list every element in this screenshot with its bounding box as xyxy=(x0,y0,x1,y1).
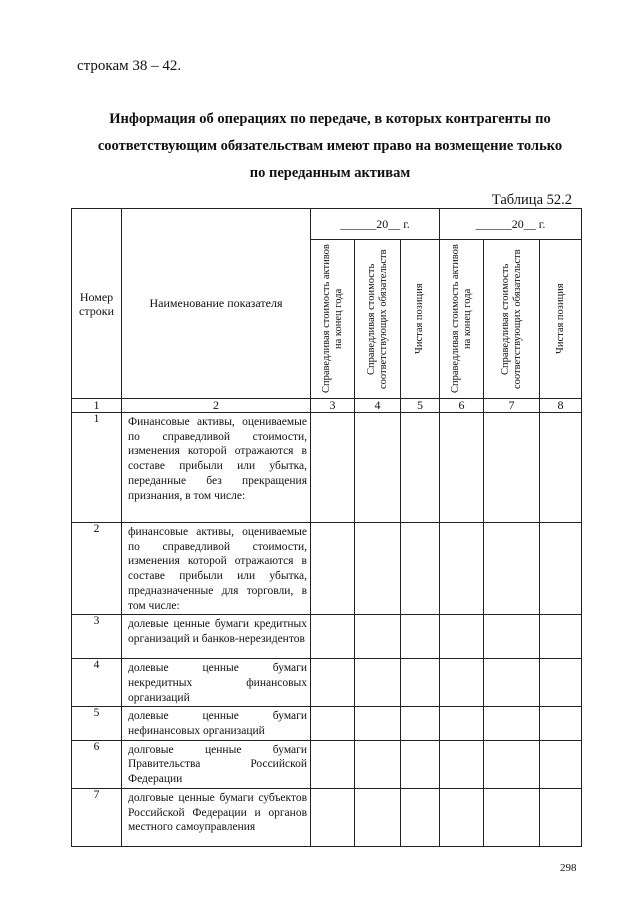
header-net-position-1 xyxy=(401,240,440,399)
value-cell[interactable] xyxy=(484,788,540,846)
value-cell[interactable] xyxy=(355,659,401,707)
column-index-row xyxy=(72,399,582,413)
row-number: 5 xyxy=(72,707,122,740)
value-cell[interactable] xyxy=(355,740,401,788)
column-index: 6 xyxy=(440,399,484,413)
value-cell[interactable] xyxy=(440,615,484,659)
value-cell[interactable] xyxy=(484,615,540,659)
header-net-position-2 xyxy=(540,240,582,399)
table-row xyxy=(72,740,582,788)
column-index: 8 xyxy=(540,399,582,413)
row-number: 2 xyxy=(72,523,122,615)
header-fair-value-assets-1 xyxy=(311,240,355,399)
row-indicator: долевые ценные бумаги некредитных финансовых организаций xyxy=(122,659,311,707)
table-row xyxy=(72,659,582,707)
table-row xyxy=(72,788,582,846)
row-indicator: финансовые активы, оцениваемые по справедливой стоимости, изменения которой отражаются в составе прибыли или убытка, предназначенные для торговли, в том числе: xyxy=(122,523,311,615)
column-index: 7 xyxy=(484,399,540,413)
column-index: 4 xyxy=(355,399,401,413)
value-cell[interactable] xyxy=(355,615,401,659)
value-cell[interactable] xyxy=(355,523,401,615)
value-cell[interactable] xyxy=(401,740,440,788)
header-row-number: Номер строки xyxy=(72,209,122,399)
value-cell[interactable] xyxy=(484,413,540,523)
header-period-2: ______20__ г. xyxy=(440,209,582,240)
header-fair-value-liabilities-1 xyxy=(355,240,401,399)
value-cell[interactable] xyxy=(311,615,355,659)
value-cell[interactable] xyxy=(355,788,401,846)
value-cell[interactable] xyxy=(540,523,582,615)
header-indicator-name: Наименование показателя xyxy=(122,209,311,399)
value-cell[interactable] xyxy=(540,740,582,788)
intro-text: строкам 38 – 42. xyxy=(77,58,182,74)
value-cell[interactable] xyxy=(440,707,484,740)
value-cell[interactable] xyxy=(440,659,484,707)
row-number: 1 xyxy=(72,413,122,523)
table-row xyxy=(72,707,582,740)
value-cell[interactable] xyxy=(311,659,355,707)
table-row xyxy=(72,523,582,615)
table-caption: Таблица 52.2 xyxy=(491,192,572,208)
value-cell[interactable] xyxy=(540,707,582,740)
value-cell[interactable] xyxy=(484,740,540,788)
value-cell[interactable] xyxy=(440,740,484,788)
value-cell[interactable] xyxy=(540,659,582,707)
row-indicator: долевые ценные бумаги кредитных организаций и банков-нерезидентов xyxy=(122,615,311,659)
row-number: 7 xyxy=(72,788,122,846)
header-fair-value-assets-2 xyxy=(440,240,484,399)
value-cell[interactable] xyxy=(311,788,355,846)
value-cell[interactable] xyxy=(401,615,440,659)
value-cell[interactable] xyxy=(540,615,582,659)
heading-line-2: соответствующим обязательствам имеют право на возмещение только xyxy=(97,138,563,154)
row-indicator: долговые ценные бумаги субъектов Российской Федерации и органов местного самоуправления xyxy=(122,788,311,846)
row-number: 4 xyxy=(72,659,122,707)
row-indicator: Финансовые активы, оцениваемые по справедливой стоимости, изменения которой отражаются в составе прибыли или убытка, переданные без прекращения признания, в том числе: xyxy=(122,413,311,523)
value-cell[interactable] xyxy=(401,523,440,615)
value-cell[interactable] xyxy=(440,413,484,523)
value-cell[interactable] xyxy=(355,413,401,523)
page-number: 298 xyxy=(560,862,577,874)
rotated-label: Чистая позиция xyxy=(554,283,566,355)
value-cell[interactable] xyxy=(311,413,355,523)
section-heading xyxy=(80,106,580,187)
rotated-label: Справедливая стоимость активов на конец года xyxy=(449,244,473,394)
rotated-label: Чистая позиция xyxy=(414,283,426,355)
column-index: 5 xyxy=(401,399,440,413)
value-cell[interactable] xyxy=(401,788,440,846)
row-indicator: долевые ценные бумаги нефинансовых организаций xyxy=(122,707,311,740)
rotated-label: Справедливая стоимость соответствующих обязательств xyxy=(499,249,523,389)
value-cell[interactable] xyxy=(311,740,355,788)
table-row xyxy=(72,615,582,659)
value-cell[interactable] xyxy=(484,523,540,615)
value-cell[interactable] xyxy=(440,523,484,615)
row-number: 3 xyxy=(72,615,122,659)
value-cell[interactable] xyxy=(540,413,582,523)
rotated-label: Справедливая стоимость активов на конец года xyxy=(320,244,344,394)
row-indicator: долговые ценные бумаги Правительства Российской Федерации xyxy=(122,740,311,788)
value-cell[interactable] xyxy=(311,707,355,740)
value-cell[interactable] xyxy=(401,707,440,740)
heading-line-1: Информация об операциях по передаче, в которых контрагенты по xyxy=(109,111,551,127)
transfer-operations-table xyxy=(71,208,582,847)
value-cell[interactable] xyxy=(484,707,540,740)
row-number: 6 xyxy=(72,740,122,788)
header-fair-value-liabilities-2 xyxy=(484,240,540,399)
value-cell[interactable] xyxy=(401,413,440,523)
table-row xyxy=(72,413,582,523)
column-index: 2 xyxy=(122,399,311,413)
value-cell[interactable] xyxy=(401,659,440,707)
column-index: 1 xyxy=(72,399,122,413)
value-cell[interactable] xyxy=(311,523,355,615)
value-cell[interactable] xyxy=(540,788,582,846)
value-cell[interactable] xyxy=(484,659,540,707)
value-cell[interactable] xyxy=(440,788,484,846)
value-cell[interactable] xyxy=(355,707,401,740)
rotated-label: Справедливая стоимость соответствующих обязательств xyxy=(365,249,389,389)
heading-line-3: по переданным активам xyxy=(249,165,411,181)
header-period-1: ______20__ г. xyxy=(311,209,440,240)
column-index: 3 xyxy=(311,399,355,413)
